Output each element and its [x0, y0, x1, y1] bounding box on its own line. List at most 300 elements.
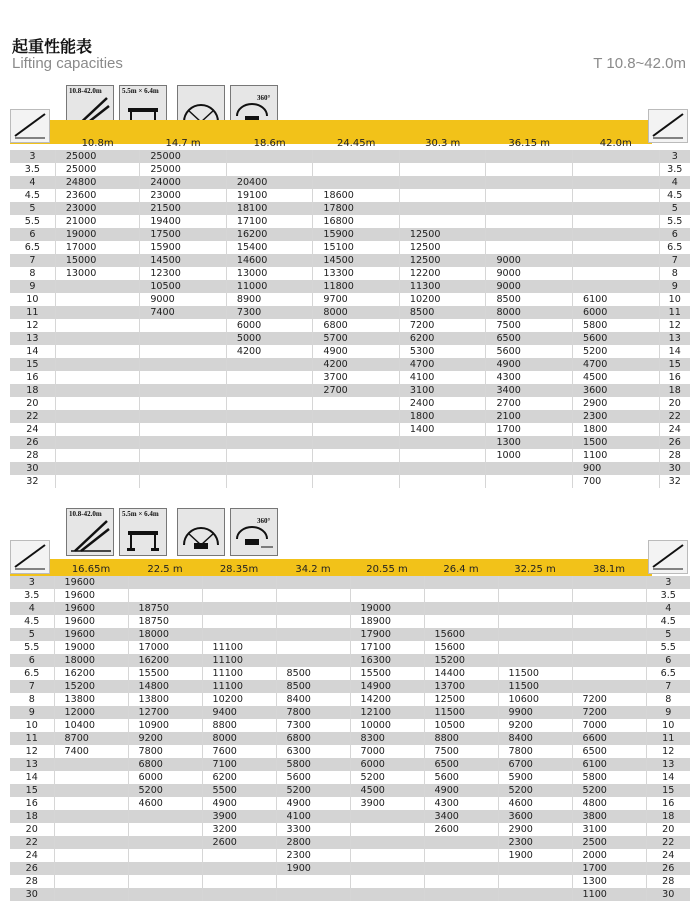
capacity-cell: 15600	[424, 628, 498, 641]
col-header: 42.0m	[599, 138, 632, 149]
capacity-cell: 10600	[498, 693, 572, 706]
capacity-cell	[128, 823, 202, 836]
capacity-cell: 6300	[276, 745, 350, 758]
capacity-cell: 4200	[313, 358, 400, 371]
capacity-cell: 4500	[572, 371, 659, 384]
radius-label-right: 12	[646, 745, 690, 758]
capacity-cell: 15900	[313, 228, 400, 241]
capacity-cell: 25000	[55, 150, 139, 163]
capacity-cell	[486, 215, 573, 228]
radius-label-right: 4.5	[646, 615, 690, 628]
capacity-cell: 19000	[350, 602, 424, 615]
radius-label-right: 16	[659, 371, 690, 384]
table-row	[10, 615, 690, 628]
capacity-cell	[128, 589, 202, 602]
radius-label-right: 26	[659, 436, 690, 449]
capacity-cell: 4900	[313, 345, 400, 358]
col-header: 22.5 m	[147, 564, 183, 575]
capacity-cell: 5700	[313, 332, 400, 345]
page-title-cn: 起重性能表	[12, 37, 93, 56]
capacity-cell: 1900	[276, 862, 350, 875]
capacity-cell	[54, 771, 128, 784]
radius-label: 15	[10, 358, 55, 371]
radius-label-right: 5	[646, 628, 690, 641]
radius-label: 15	[10, 784, 54, 797]
table-row	[10, 602, 690, 615]
capacity-cell	[399, 189, 486, 202]
capacity-cell	[313, 163, 400, 176]
capacity-cell: 8700	[54, 732, 128, 745]
radius-label-right: 10	[659, 293, 690, 306]
capacity-cell	[486, 462, 573, 475]
capacity-cell: 8800	[424, 732, 498, 745]
capacity-cell: 4600	[128, 797, 202, 810]
capacity-cell: 11000	[226, 280, 313, 293]
table-row	[10, 475, 690, 488]
capacity-cell: 1100	[572, 449, 659, 462]
capacity-cell	[276, 628, 350, 641]
capacity-cell	[350, 888, 424, 901]
radius-label-right: 3.5	[646, 589, 690, 602]
capacity-cell: 6500	[486, 332, 573, 345]
capacity-cell	[399, 163, 486, 176]
page-title-en: Lifting capacities	[12, 55, 123, 72]
capacity-cell	[202, 615, 276, 628]
capacity-cell	[226, 371, 313, 384]
capacity-cell	[54, 875, 128, 888]
table-row	[10, 306, 690, 319]
capacity-cell: 1900	[498, 849, 572, 862]
radius-label: 11	[10, 732, 54, 745]
capacity-cell: 12500	[399, 254, 486, 267]
capacity-cell: 15400	[226, 241, 313, 254]
radius-label-right: 5.5	[659, 215, 690, 228]
capacity-cell	[140, 410, 227, 423]
radius-label: 6.5	[10, 241, 55, 254]
capacity-cell: 2700	[313, 384, 400, 397]
capacity-cell	[399, 215, 486, 228]
capacity-cell: 18750	[128, 615, 202, 628]
radius-label: 28	[10, 449, 55, 462]
capacity-cell	[313, 449, 400, 462]
capacity-cell: 7000	[350, 745, 424, 758]
table-row	[10, 163, 690, 176]
capacity-cell: 2900	[572, 397, 659, 410]
capacity-cell: 4700	[399, 358, 486, 371]
table-row	[10, 589, 690, 602]
radius-label-right: 9	[646, 706, 690, 719]
capacity-cell	[572, 163, 659, 176]
capacity-cell	[424, 875, 498, 888]
table-row	[10, 693, 690, 706]
capacity-cell: 5800	[572, 319, 659, 332]
capacity-cell	[486, 163, 573, 176]
capacity-cell	[140, 345, 227, 358]
capacity-cell: 13000	[226, 267, 313, 280]
capacity-cell: 19600	[54, 615, 128, 628]
capacity-cell	[498, 862, 572, 875]
radius-label: 6	[10, 228, 55, 241]
capacity-cell: 7800	[128, 745, 202, 758]
capacity-block-2	[0, 508, 700, 918]
radius-label: 4.5	[10, 189, 55, 202]
capacity-cell: 1400	[399, 423, 486, 436]
radius-label-right: 24	[646, 849, 690, 862]
capacity-cell: 15900	[140, 241, 227, 254]
capacity-cell: 3100	[399, 384, 486, 397]
col-header: 20.55 m	[366, 564, 408, 575]
capacity-cell	[54, 810, 128, 823]
table-row	[10, 449, 690, 462]
capacity-cell: 9400	[202, 706, 276, 719]
col-header: 10.8m	[81, 138, 114, 149]
capacity-cell: 2600	[424, 823, 498, 836]
radius-label-right: 11	[646, 732, 690, 745]
capacity-cell: 4100	[276, 810, 350, 823]
capacity-cell	[140, 449, 227, 462]
capacity-cell	[276, 589, 350, 602]
capacity-cell: 1700	[486, 423, 573, 436]
radius-label: 22	[10, 410, 55, 423]
radius-label: 8	[10, 267, 55, 280]
capacity-cell	[226, 423, 313, 436]
capacity-cell: 15000	[55, 254, 139, 267]
capacity-cell	[54, 758, 128, 771]
capacity-cell: 14600	[226, 254, 313, 267]
capacity-cell	[226, 397, 313, 410]
capacity-cell	[226, 358, 313, 371]
capacity-cell: 3800	[572, 810, 646, 823]
capacity-cell: 6200	[399, 332, 486, 345]
capacity-cell: 3700	[313, 371, 400, 384]
radius-label-right: 6.5	[646, 667, 690, 680]
capacity-cell	[202, 628, 276, 641]
capacity-cell	[350, 823, 424, 836]
table-row	[10, 345, 690, 358]
capacity-cell	[55, 345, 139, 358]
capacity-cell	[313, 436, 400, 449]
col-header: 26.4 m	[443, 564, 479, 575]
capacity-cell: 20400	[226, 176, 313, 189]
capacity-cell: 6800	[276, 732, 350, 745]
table-row	[10, 293, 690, 306]
capacity-cell: 6800	[128, 758, 202, 771]
capacity-cell: 6100	[572, 758, 646, 771]
capacity-cell: 8500	[276, 680, 350, 693]
capacity-cell: 25000	[55, 163, 139, 176]
radius-label: 3	[10, 576, 54, 589]
capacity-cell: 4900	[424, 784, 498, 797]
capacity-cell: 15500	[350, 667, 424, 680]
capacity-cell: 4300	[486, 371, 573, 384]
capacity-cell	[202, 589, 276, 602]
capacity-cell	[486, 189, 573, 202]
radius-label: 28	[10, 875, 54, 888]
capacity-cell: 7100	[202, 758, 276, 771]
capacity-cell	[140, 371, 227, 384]
radius-label-right: 6	[646, 654, 690, 667]
capacity-cell	[276, 602, 350, 615]
radius-label: 5.5	[10, 215, 55, 228]
capacity-cell	[486, 150, 573, 163]
capacity-cell: 8500	[276, 667, 350, 680]
capacity-cell: 2300	[276, 849, 350, 862]
capacity-cell: 8500	[486, 293, 573, 306]
capacity-cell	[54, 784, 128, 797]
capacity-table-2	[10, 563, 690, 901]
capacity-cell: 6600	[572, 732, 646, 745]
capacity-cell: 5300	[399, 345, 486, 358]
capacity-cell	[350, 875, 424, 888]
table-row	[10, 875, 690, 888]
capacity-cell: 1000	[486, 449, 573, 462]
capacity-cell: 4900	[202, 797, 276, 810]
radius-label-right: 24	[659, 423, 690, 436]
capacity-cell: 11500	[498, 680, 572, 693]
length-range: T 10.8~42.0m	[593, 55, 686, 72]
radius-label-right: 4.5	[659, 189, 690, 202]
capacity-cell	[202, 875, 276, 888]
table-row	[10, 836, 690, 849]
capacity-cell	[140, 397, 227, 410]
capacity-cell	[486, 241, 573, 254]
table-row	[10, 267, 690, 280]
capacity-cell: 1800	[572, 423, 659, 436]
capacity-cell: 15100	[313, 241, 400, 254]
capacity-cell: 1500	[572, 436, 659, 449]
capacity-cell	[54, 888, 128, 901]
capacity-cell	[226, 384, 313, 397]
capacity-cell: 7400	[54, 745, 128, 758]
capacity-cell	[486, 202, 573, 215]
capacity-cell	[424, 602, 498, 615]
capacity-cell: 19600	[54, 576, 128, 589]
capacity-cell	[276, 875, 350, 888]
capacity-cell	[424, 836, 498, 849]
capacity-cell	[128, 862, 202, 875]
front-work-area-icon	[177, 508, 225, 556]
radius-label: 16	[10, 797, 54, 810]
radius-label-right: 28	[646, 875, 690, 888]
capacity-cell: 16800	[313, 215, 400, 228]
radius-label-right: 6	[659, 228, 690, 241]
capacity-cell	[572, 215, 659, 228]
capacity-cell: 6700	[498, 758, 572, 771]
capacity-cell	[498, 589, 572, 602]
capacity-cell: 5800	[572, 771, 646, 784]
radius-label-right: 3.5	[659, 163, 690, 176]
table-row	[10, 462, 690, 475]
capacity-cell: 2600	[202, 836, 276, 849]
table-row	[10, 758, 690, 771]
capacity-cell	[399, 475, 486, 488]
capacity-cell	[276, 576, 350, 589]
capacity-cell: 8300	[350, 732, 424, 745]
capacity-cell: 8500	[399, 306, 486, 319]
radius-label-right: 4	[646, 602, 690, 615]
capacity-cell: 14400	[424, 667, 498, 680]
radius-label-right: 6.5	[659, 241, 690, 254]
radius-label-right: 18	[659, 384, 690, 397]
boom-range-icon: 10.8-42.0m	[66, 508, 114, 556]
capacity-cell	[226, 150, 313, 163]
radius-label: 16	[10, 371, 55, 384]
capacity-cell	[276, 615, 350, 628]
capacity-cell	[128, 836, 202, 849]
capacity-cell: 5600	[572, 332, 659, 345]
radius-label-right: 11	[659, 306, 690, 319]
table1-header-row	[10, 137, 690, 150]
radius-label: 5	[10, 202, 55, 215]
table-row	[10, 719, 690, 732]
rotation-360-icon: 360°	[230, 85, 278, 133]
table-row	[10, 371, 690, 384]
capacity-cell	[572, 202, 659, 215]
table-row	[10, 215, 690, 228]
capacity-cell: 13300	[313, 267, 400, 280]
capacity-cell: 23600	[55, 189, 139, 202]
capacity-cell	[128, 875, 202, 888]
capacity-cell: 4100	[399, 371, 486, 384]
capacity-cell	[226, 475, 313, 488]
capacity-cell: 19400	[140, 215, 227, 228]
capacity-cell: 12500	[424, 693, 498, 706]
capacity-cell: 7000	[572, 719, 646, 732]
radius-label: 12	[10, 745, 54, 758]
capacity-cell: 6200	[202, 771, 276, 784]
capacity-cell	[424, 849, 498, 862]
capacity-cell	[55, 449, 139, 462]
capacity-cell: 18600	[313, 189, 400, 202]
capacity-cell	[424, 615, 498, 628]
capacity-cell	[226, 410, 313, 423]
capacity-cell	[498, 654, 572, 667]
capacity-cell	[424, 888, 498, 901]
table-row	[10, 797, 690, 810]
capacity-cell	[140, 423, 227, 436]
capacity-cell	[313, 475, 400, 488]
table-row	[10, 176, 690, 189]
capacity-table-1	[10, 137, 690, 488]
capacity-cell: 9700	[313, 293, 400, 306]
capacity-cell	[498, 576, 572, 589]
capacity-cell	[55, 358, 139, 371]
radius-label-right: 26	[646, 862, 690, 875]
capacity-cell	[313, 150, 400, 163]
table-row	[10, 319, 690, 332]
radius-label: 13	[10, 758, 54, 771]
capacity-cell	[572, 628, 646, 641]
radius-label: 7	[10, 254, 55, 267]
capacity-cell	[55, 371, 139, 384]
capacity-cell	[55, 475, 139, 488]
capacity-cell: 13000	[55, 267, 139, 280]
capacity-cell: 7400	[140, 306, 227, 319]
capacity-cell: 11100	[202, 680, 276, 693]
radius-label: 14	[10, 345, 55, 358]
capacity-cell: 5800	[276, 758, 350, 771]
radius-label: 10	[10, 293, 55, 306]
capacity-cell	[572, 254, 659, 267]
capacity-cell: 15200	[424, 654, 498, 667]
capacity-cell: 5200	[350, 771, 424, 784]
capacity-cell: 6000	[128, 771, 202, 784]
capacity-cell	[424, 589, 498, 602]
table-row	[10, 189, 690, 202]
capacity-cell: 19100	[226, 189, 313, 202]
capacity-cell: 14200	[350, 693, 424, 706]
capacity-cell	[572, 680, 646, 693]
capacity-cell: 2900	[498, 823, 572, 836]
capacity-cell: 2000	[572, 849, 646, 862]
capacity-cell	[313, 397, 400, 410]
capacity-cell	[226, 449, 313, 462]
capacity-cell: 8000	[313, 306, 400, 319]
capacity-cell	[140, 319, 227, 332]
capacity-cell: 18100	[226, 202, 313, 215]
capacity-cell: 9200	[498, 719, 572, 732]
radius-label-right: 8	[646, 693, 690, 706]
capacity-cell: 13800	[54, 693, 128, 706]
capacity-cell	[350, 862, 424, 875]
col-header: 36.15 m	[508, 138, 550, 149]
capacity-cell	[54, 849, 128, 862]
capacity-cell	[399, 202, 486, 215]
capacity-cell: 6000	[350, 758, 424, 771]
capacity-cell: 7800	[498, 745, 572, 758]
capacity-cell	[572, 576, 646, 589]
radius-label-right: 5	[659, 202, 690, 215]
capacity-cell: 12200	[399, 267, 486, 280]
capacity-cell: 5500	[202, 784, 276, 797]
radius-label: 26	[10, 436, 55, 449]
radius-label: 20	[10, 823, 54, 836]
capacity-cell	[55, 280, 139, 293]
table-row	[10, 654, 690, 667]
capacity-cell	[399, 436, 486, 449]
capacity-cell: 2100	[486, 410, 573, 423]
capacity-cell: 17000	[128, 641, 202, 654]
radius-label: 14	[10, 771, 54, 784]
capacity-cell	[350, 836, 424, 849]
capacity-cell: 5200	[572, 784, 646, 797]
capacity-cell	[313, 410, 400, 423]
capacity-cell: 18000	[54, 654, 128, 667]
radius-label: 3	[10, 150, 55, 163]
radius-label: 20	[10, 397, 55, 410]
capacity-cell	[424, 576, 498, 589]
outrigger-icon: 5.5m × 6.4m	[119, 85, 167, 133]
table-row	[10, 862, 690, 875]
capacity-cell: 1700	[572, 862, 646, 875]
capacity-block-1	[0, 85, 700, 495]
radius-label-right: 30	[659, 462, 690, 475]
capacity-cell: 19600	[54, 602, 128, 615]
radius-label-right: 10	[646, 719, 690, 732]
capacity-cell	[498, 888, 572, 901]
radius-label: 22	[10, 836, 54, 849]
radius-label: 5.5	[10, 641, 54, 654]
capacity-cell	[572, 228, 659, 241]
capacity-cell: 7500	[424, 745, 498, 758]
capacity-cell: 19600	[54, 628, 128, 641]
capacity-cell: 4900	[276, 797, 350, 810]
capacity-cell	[54, 836, 128, 849]
capacity-cell: 25000	[140, 163, 227, 176]
capacity-cell	[313, 462, 400, 475]
table-row	[10, 888, 690, 901]
capacity-cell	[202, 849, 276, 862]
